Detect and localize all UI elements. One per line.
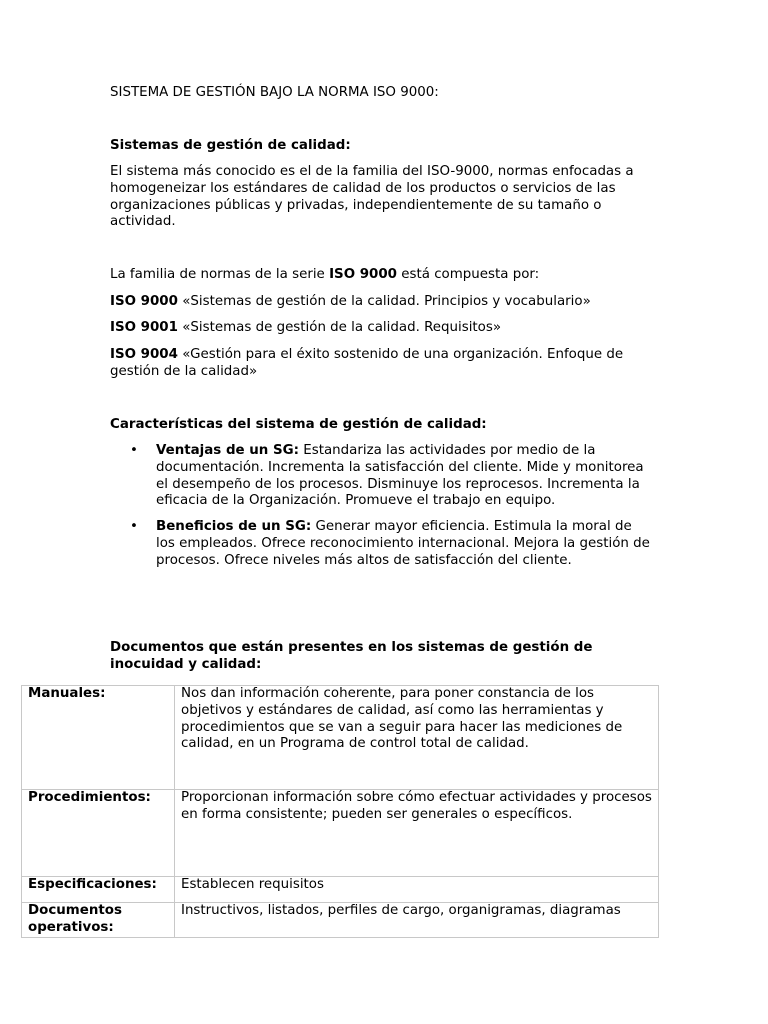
family-item-text: «Sistemas de gestión de la calidad. Principios y vocabulario» bbox=[177, 294, 591, 309]
family-item-text: «Gestión para el éxito sostenido de una organización. Enfoque de gestión de la calidad» bbox=[110, 347, 624, 379]
family-intro-suffix: está compuesta por: bbox=[397, 267, 540, 282]
document-title: SISTEMA DE GESTIÓN BAJO LA NORMA ISO 9000: bbox=[110, 85, 439, 100]
table-cell-term: Documentos operativos: bbox=[22, 903, 175, 938]
characteristics-list bbox=[110, 443, 650, 579]
documents-table bbox=[21, 685, 659, 938]
family-item-code: ISO 9004 bbox=[110, 347, 178, 362]
section-heading-documents: Documentos que están presentes en los sistemas de gestión de inocuidad y calidad: bbox=[110, 640, 593, 672]
section-paragraph-iso-family: El sistema más conocido es el de la familia del ISO-9000, normas enfocadas a homogeneizar los estándares de calidad de los productos o servicios de las organizaciones públicas y privadas, independientemente de su tamaño o actividad. bbox=[110, 164, 634, 230]
bullet-icon: • bbox=[130, 443, 138, 458]
bullet-text: Estandariza las actividades por medio de la documentación. Incrementa la satisfacción del cliente. Mide y monitorea el desempeño de los procesos. Disminuye los reprocesos. Incrementa la eficacia de la Organización. Promueve el trabajo en equipo. bbox=[156, 443, 644, 509]
table-cell-description: Instructivos, listados, perfiles de cargo, organigramas, diagramas bbox=[175, 903, 659, 938]
family-intro-prefix: La familia de normas de la serie bbox=[110, 267, 330, 282]
bullet-label: Beneficios de un SG: bbox=[156, 519, 312, 535]
table-row bbox=[22, 686, 659, 790]
list-item bbox=[110, 443, 650, 510]
family-item-iso-9000 bbox=[110, 294, 662, 311]
list-item bbox=[110, 519, 650, 569]
family-item-code: ISO 9000 bbox=[110, 294, 178, 309]
table-cell-term: Especificaciones: bbox=[22, 877, 175, 903]
bullet-label: Ventajas de un SG: bbox=[156, 443, 299, 458]
family-item-code: ISO 9001 bbox=[110, 320, 178, 335]
bullet-text: Generar mayor eficiencia. Estimula la moral de los empleados. Ofrece reconocimiento internacional. Mejora la gestión de procesos. Ofrece niveles más altos de satisfacción del cliente. bbox=[156, 519, 650, 568]
family-intro bbox=[110, 267, 662, 284]
family-intro-code: ISO 9000 bbox=[329, 267, 398, 282]
table-row bbox=[22, 790, 659, 877]
table-row bbox=[22, 903, 659, 938]
bullet-icon: • bbox=[130, 519, 138, 535]
family-item-text: «Sistemas de gestión de la calidad. Requisitos» bbox=[177, 320, 502, 335]
table-cell-term: Procedimientos: bbox=[22, 790, 175, 877]
family-item-iso-9004 bbox=[110, 347, 662, 381]
table-cell-term: Manuales: bbox=[22, 686, 175, 790]
section-heading-quality-systems: Sistemas de gestión de calidad: bbox=[110, 138, 351, 153]
table-cell-description: Proporcionan información sobre cómo efectuar actividades y procesos en forma consistente; pueden ser generales o específicos. bbox=[175, 790, 659, 877]
table-row bbox=[22, 877, 659, 903]
family-item-iso-9001 bbox=[110, 320, 662, 337]
table-cell-description: Nos dan información coherente, para poner constancia de los objetivos y estándares de calidad, así como las herramientas y procedimientos que se van a seguir para hacer las mediciones de calidad, en un Programa de control total de calidad. bbox=[175, 686, 659, 790]
section-heading-characteristics: Características del sistema de gestión de calidad: bbox=[110, 417, 487, 432]
table-cell-description: Establecen requisitos bbox=[175, 877, 659, 903]
